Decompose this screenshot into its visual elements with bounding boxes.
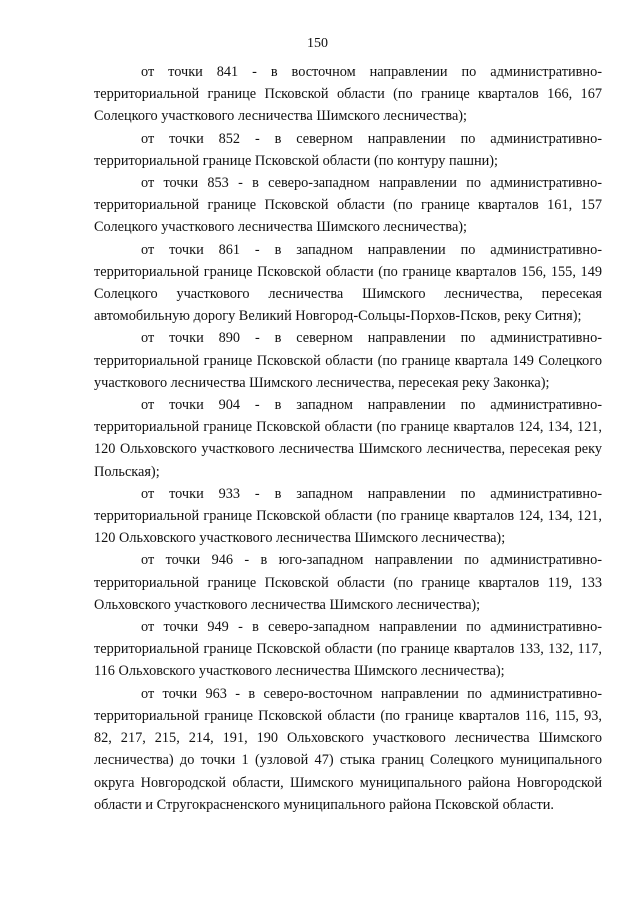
paragraph-point-890: от точки 890 - в северном направлении по административно-территориальной границе Псковской области (по границе квартала 149 Солецкого участкового лесничества Шимского лесничества, пересекая реку Законка); [94, 330, 602, 391]
paragraph-point-933: от точки 933 - в западном направлении по административно-территориальной границе Псковской области (по границе кварталов 124, 134, 121, 120 Ольховского участкового лесничества Шимского лесничества); [94, 485, 602, 547]
paragraph-point-841: от точки 841 - в восточном направлении по административно-территориальной границе Псковской области (по границе кварталов 166, 167 Солецкого участкового лесничества Шимского лесничества); [94, 64, 602, 125]
paragraph-point-853: от точки 853 - в северо-западном направлении по административно-территориальной границе Псковской области (по границе кварталов 161, 157 Солецкого участкового лесничества Шимского лесничества); [94, 175, 602, 236]
document-body [94, 61, 602, 816]
paragraph-point-904: от точки 904 - в западном направлении по административно-территориальной границе Псковской области (по границе кварталов 124, 134, 121, 120 Ольховского участкового лесничества Шимского лесничества, пересекая реку Польская); [94, 397, 602, 480]
page-number: 150 [307, 36, 328, 51]
paragraph-point-949: от точки 949 - в северо-западном направлении по административно-территориальной границе Псковской области (по границе кварталов 133, 132, 117, 116 Ольховского участкового лесничества Шимского лесничества); [94, 619, 602, 680]
paragraph-point-852: от точки 852 - в северном направлении по административно-территориальной границе Псковской области (по контуру пашни); [94, 130, 602, 169]
paragraph-point-946: от точки 946 - в юго-западном направлении по административно-территориальной границе Псковской области (по границе кварталов 119, 133 Ольховского участкового лесничества Шимского лесничества); [94, 552, 602, 613]
paragraph-point-963: от точки 963 - в северо-восточном направлении по административно-территориальной границе Псковской области (по границе кварталов 116, 115, 93, 82, 217, 215, 214, 191, 190 Ольховского участкового лесничества Шимского лесничества) до точки 1 (узловой 47) стыка границ Солецкого муниципального округа Новгородской области, Шимского муниципального района Новгородской области и Стругокрасненского муниципального района Псковской области. [94, 685, 602, 813]
paragraph-point-861: от точки 861 - в западном направлении по административно-территориальной границе Псковской области (по границе кварталов 156, 155, 149 Солецкого участкового лесничества Шимского лесничества, пересекая автомобильную дорогу Великий Новгород-Сольцы-Порхов-Псков, реку Ситня); [94, 241, 602, 325]
